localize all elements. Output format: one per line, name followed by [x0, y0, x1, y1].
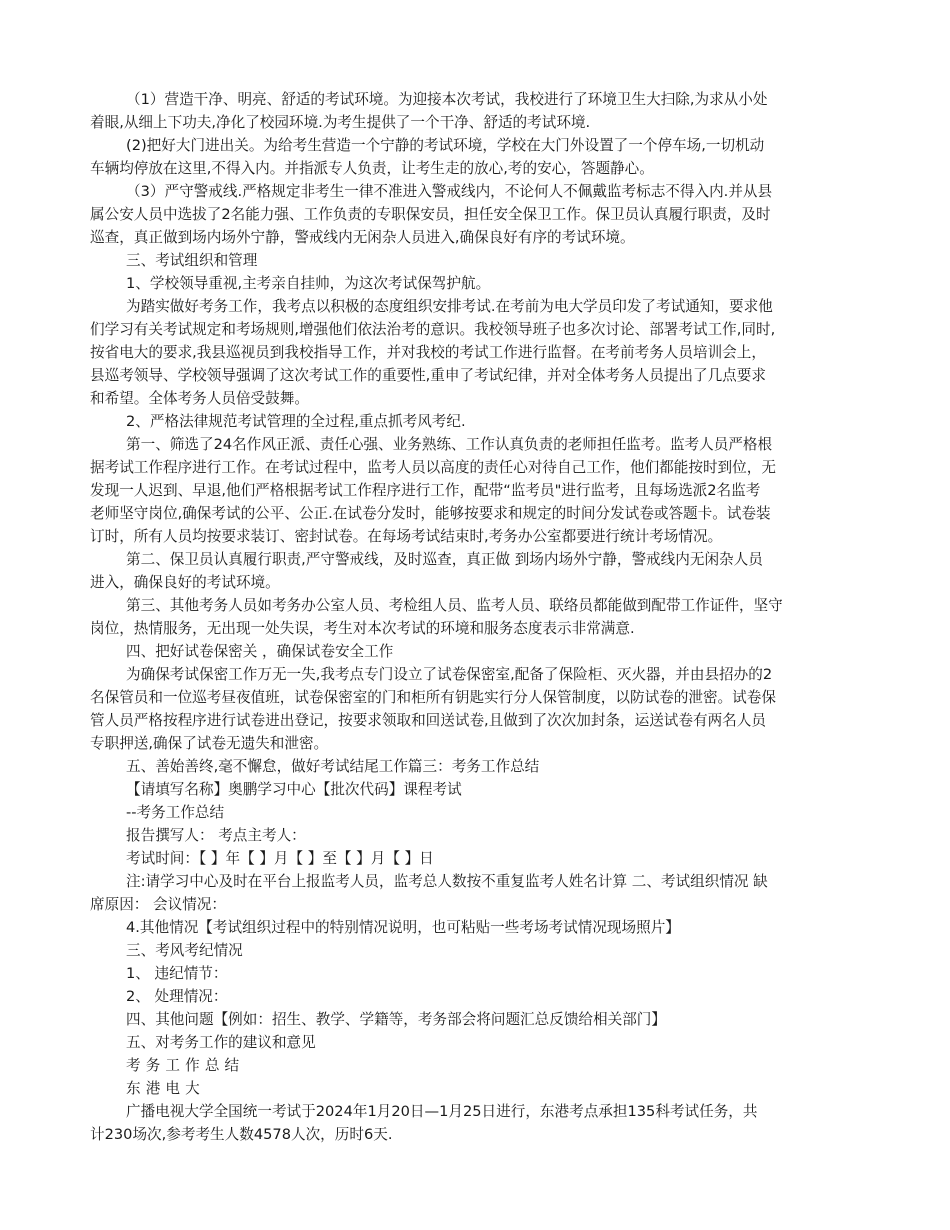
text-line: 专职押送,确保了试卷无遗失和泄密。	[90, 735, 329, 752]
text-line: 按省电大的要求,我县巡视员到我校指导工作，并对我校的考试工作进行监督。在考前考务人员培训会上，	[90, 344, 766, 361]
text-line: (2)把好大门进出关。为给考生营造一个宁静的考试环境，学校在大门外设置了一个停车场,一切机动	[126, 137, 765, 154]
text-line: --考务工作总结	[126, 804, 225, 821]
text-line: 第一、筛选了24名作风正派、责任心强、业务熟练、工作认真负责的老师担任监考。监考人员严格根	[126, 436, 773, 453]
text-line: 注:请学习中心及时在平台上报监考人员，监考总人数按不重复监考人姓名计算 二、考试组织情况 缺	[126, 873, 768, 890]
text-line: 车辆均停放在这里,不得入内。并指派专人负责，让考生走的放心,考的安心，答题静心。	[90, 160, 654, 177]
text-line: 【请填写名称】奥鹏学习中心【批次代码】课程考试	[126, 781, 462, 798]
text-line: 着眼,从细上下功夫,净化了校园环境.为考生提供了一个干净、舒适的考试环境.	[90, 114, 591, 131]
text-line: 为踏实做好考务工作，我考点以积极的态度组织安排考试.在考前为电大学员印发了考试通知，要求他	[126, 298, 773, 315]
text-line: 巡查，真正做到场内场外宁静，警戒线内无闲杂人员进入,确保良好有序的考试环境。	[90, 229, 635, 246]
text-line: 们学习有关考试规定和考场规则,增强他们依法治考的意识。我校领导班子也多次讨论、部署考试工作,同时,	[90, 321, 776, 338]
text-line: 三、考试组织和管理	[126, 252, 258, 269]
text-line: 进入，确保良好的考试环境。	[90, 574, 280, 591]
text-line: 三、考风考纪情况	[126, 942, 243, 959]
text-line: 考试时间：【 】年【 】月【 】至【 】月【 】日	[126, 850, 434, 867]
text-line: 第三、其他考务人员如考务办公室人员、考检组人员、监考人员、联络员都能做到配带工作证件，坚守	[126, 597, 783, 614]
text-line: 发现一人迟到、早退,他们严格根据考试工作程序进行工作，配带“监考员"进行监考，且每场选派2名监考	[90, 482, 761, 499]
text-line: 据考试工作程序进行工作。在考试过程中，监考人员以高度的责任心对待自己工作，他们都能按时到位，无	[90, 459, 776, 476]
text-line: 订时，所有人员均按要求装订、密封试卷。在每场考试结束时,考务办公室都要进行统计考场情况。	[90, 528, 723, 545]
text-line: 第二、保卫员认真履行职责,严守警戒线，及时巡查，真正做 到场内场外宁静，警戒线内无闲杂人员	[126, 551, 763, 568]
text-line: 老师坚守岗位,确保考试的公平、公正.在试卷分发时，能够按要求和规定的时间分发试卷或答题卡。试卷装	[90, 505, 771, 522]
text-line: 2、 处理情况：	[126, 988, 228, 1005]
text-line: 席原因： 会议情况：	[90, 896, 226, 913]
text-line: 名保管员和一位巡考昼夜值班，试卷保密室的门和柜所有钥匙实行分人保管制度，以防试卷的泄密。试卷保	[90, 689, 776, 706]
text-line: 东港电大	[126, 1080, 205, 1097]
text-line: （3）严守警戒线.严格规定非考生一律不准进入警戒线内，不论何人不佩戴监考标志不得入内.并从县	[126, 183, 773, 200]
text-line: 2、严格法律规范考试管理的全过程,重点抓考风考纪.	[126, 413, 466, 430]
text-line: 广播电视大学全国统一考试于2024年1月20日—1月25日进行，东港考点承担135科考试任务，共	[126, 1103, 758, 1120]
text-line: 1、学校领导重视,主考亲自挂帅，为这次考试保驾护航。	[126, 275, 491, 292]
text-line: 管人员严格按程序进行试卷进出登记，按要求领取和回送试卷,且做到了次次加封条，运送试卷有两名人员	[90, 712, 766, 729]
text-line: 1、 违纪情节：	[126, 965, 228, 982]
text-line: 五、对考务工作的建议和意见	[126, 1034, 316, 1051]
text-line: 4.其他情况【考试组织过程中的特别情况说明，也可粘贴一些考场考试情况现场照片】	[126, 919, 680, 936]
text-line: 五、善始善终,毫不懈怠，做好考试结尾工作篇三：考务工作总结	[126, 758, 540, 775]
text-line: 属公安人员中选拔了2名能力强、工作负责的专职保安员，担任安全保卫工作。保卫员认真履行职责，及时	[90, 206, 771, 223]
text-line: （1）营造干净、明亮、舒适的考试环境。为迎接本次考试，我校进行了环境卫生大扫除,为求从小处	[126, 91, 768, 108]
text-line: 四、其他问题【例如：招生、教学、学籍等，考务部会将问题汇总反馈给相关部门】	[126, 1011, 666, 1028]
text-line: 四、把好试卷保密关 ，确保试卷安全工作	[126, 643, 394, 660]
text-line: 报告撰写人： 考点主考人：	[126, 827, 306, 844]
text-line: 考务工作总结	[126, 1057, 245, 1074]
text-line: 计230场次,参考考生人数4578人次，历时6天.	[90, 1126, 393, 1143]
text-line: 岗位，热情服务，无出现一处失误，考生对本次考试的环境和服务态度表示非常满意.	[90, 620, 635, 637]
text-line: 县巡考领导、学校领导强调了这次考试工作的重要性,重申了考试纪律，并对全体考务人员提出了几点要求	[90, 367, 766, 384]
text-line: 为确保考试保密工作万无一失,我考点专门设立了试卷保密室,配备了保险柜、灭火器，并由县招办的2	[126, 666, 773, 683]
text-line: 和希望。全体考务人员倍受鼓舞。	[90, 390, 309, 407]
